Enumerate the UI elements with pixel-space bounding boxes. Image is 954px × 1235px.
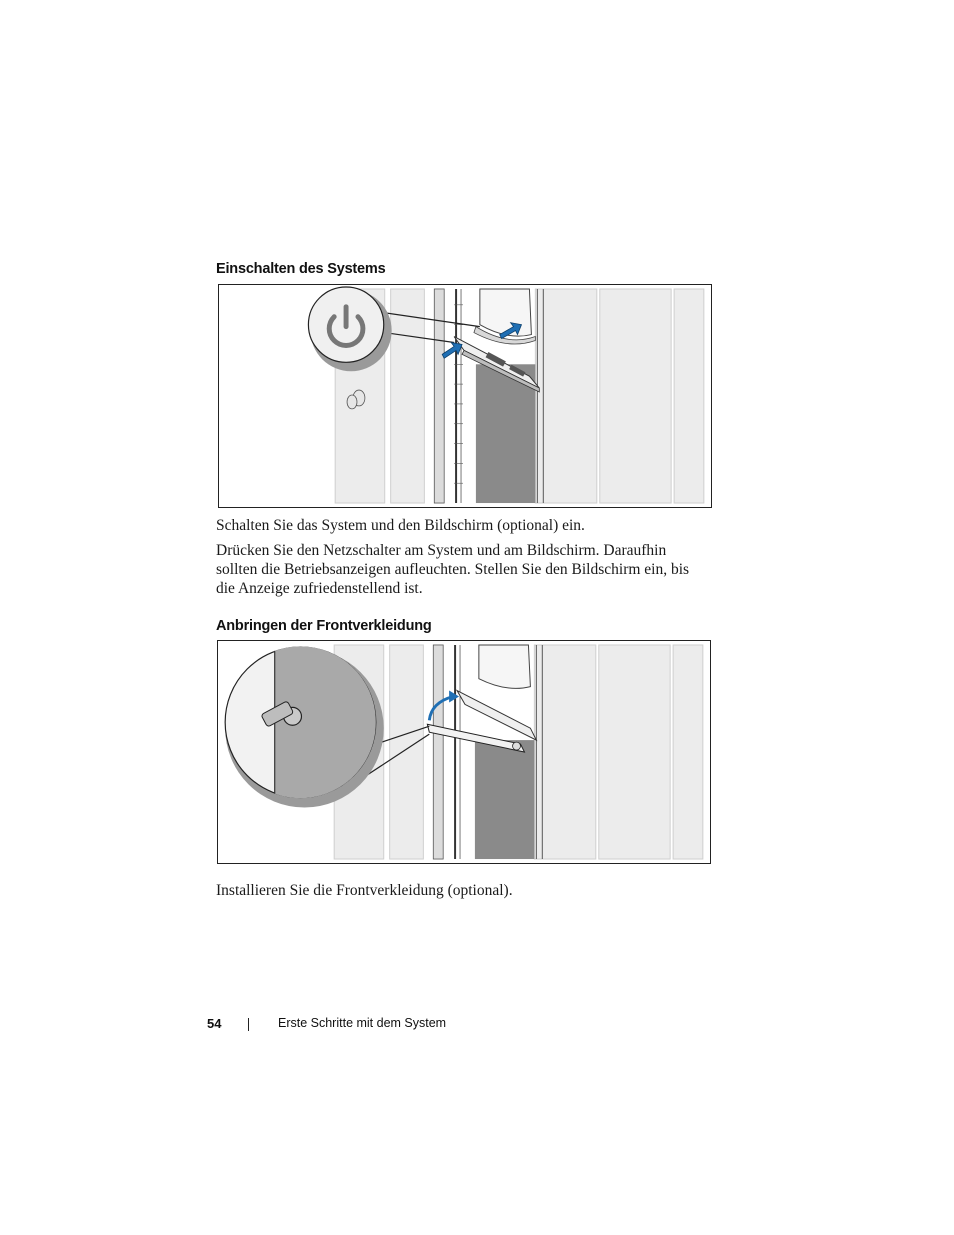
footer-separator xyxy=(248,1018,249,1031)
page-number: 54 xyxy=(207,1016,222,1031)
footer-title: Erste Schritte mit dem System xyxy=(278,1016,447,1030)
paragraph-bezel-1: Installieren Sie die Frontverkleidung (optional). xyxy=(216,882,513,899)
paragraph-power-on-2: Drücken Sie den Netzschalter am System und am Bildschirm. Daraufhin sollten die Betriebsanzeigen aufleuchten. Stellen Sie den Bildschirm ein, bis die Anzeige zufriedenstellend ist. xyxy=(216,542,690,597)
rack-bezel-illustration xyxy=(218,641,710,863)
section-heading-bezel: Anbringen der Frontverkleidung xyxy=(216,618,432,634)
section-heading-power-on: Einschalten des Systems xyxy=(216,261,386,277)
figure-bezel-illustration xyxy=(217,640,711,864)
page-footer xyxy=(0,1016,954,1036)
figure-power-on-illustration xyxy=(218,284,712,508)
rack-power-illustration xyxy=(219,285,711,507)
paragraph-power-on-1: Schalten Sie das System und den Bildschirm (optional) ein. xyxy=(216,517,585,534)
